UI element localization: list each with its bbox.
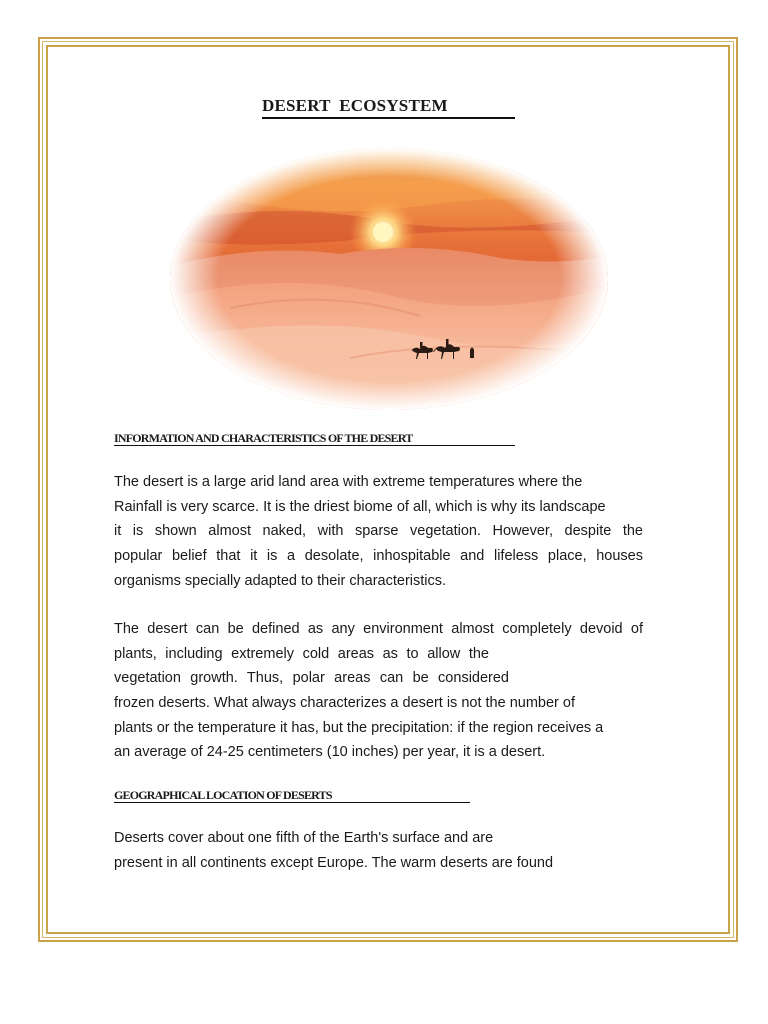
text-line: vegetation growth. Thus, polar areas can be considered (114, 670, 509, 687)
paragraph-desert-precipitation (114, 617, 643, 765)
section-heading-characteristics: INFORMATION AND CHARACTERISTICS OF THE DESERT (114, 431, 515, 446)
text-line: an average of 24-25 centimeters (10 inches) per year, it is a desert. (114, 744, 546, 761)
document-title: DESERT ECOSYSTEM (262, 96, 515, 119)
text-line: The desert can be defined as any environment almost completely devoid of (114, 621, 643, 637)
paragraph-desert-definition (114, 470, 643, 593)
text-line: it is shown almost naked, with sparse vegetation. However, despite the (114, 523, 643, 540)
text-line: frozen deserts. What always characterizes a desert is not the number of (114, 695, 575, 712)
section-heading-location: GEOGRAPHICAL LOCATION OF DESERTS (114, 788, 470, 803)
paragraph-desert-location (114, 826, 643, 875)
text-line: popular belief that it is a desolate, inhospitable and lifeless place, houses (114, 548, 643, 565)
text-line: present in all continents except Europe. The warm deserts are found (114, 854, 554, 871)
text-line: The desert is a large arid land area with extreme temperatures where the (114, 474, 583, 490)
text-line: Deserts cover about one fifth of the Earth's surface and are (114, 830, 494, 846)
text-line: Rainfall is very scarce. It is the driest biome of all, which is why its landscape (114, 498, 606, 515)
desert-sunset-image (170, 148, 608, 410)
text-line: plants or the temperature it has, but the precipitation: if the region receives a (114, 719, 604, 736)
text-line: plants, including extremely cold areas as to allow the (114, 645, 489, 662)
text-line: organisms specially adapted to their characteristics. (114, 572, 447, 589)
